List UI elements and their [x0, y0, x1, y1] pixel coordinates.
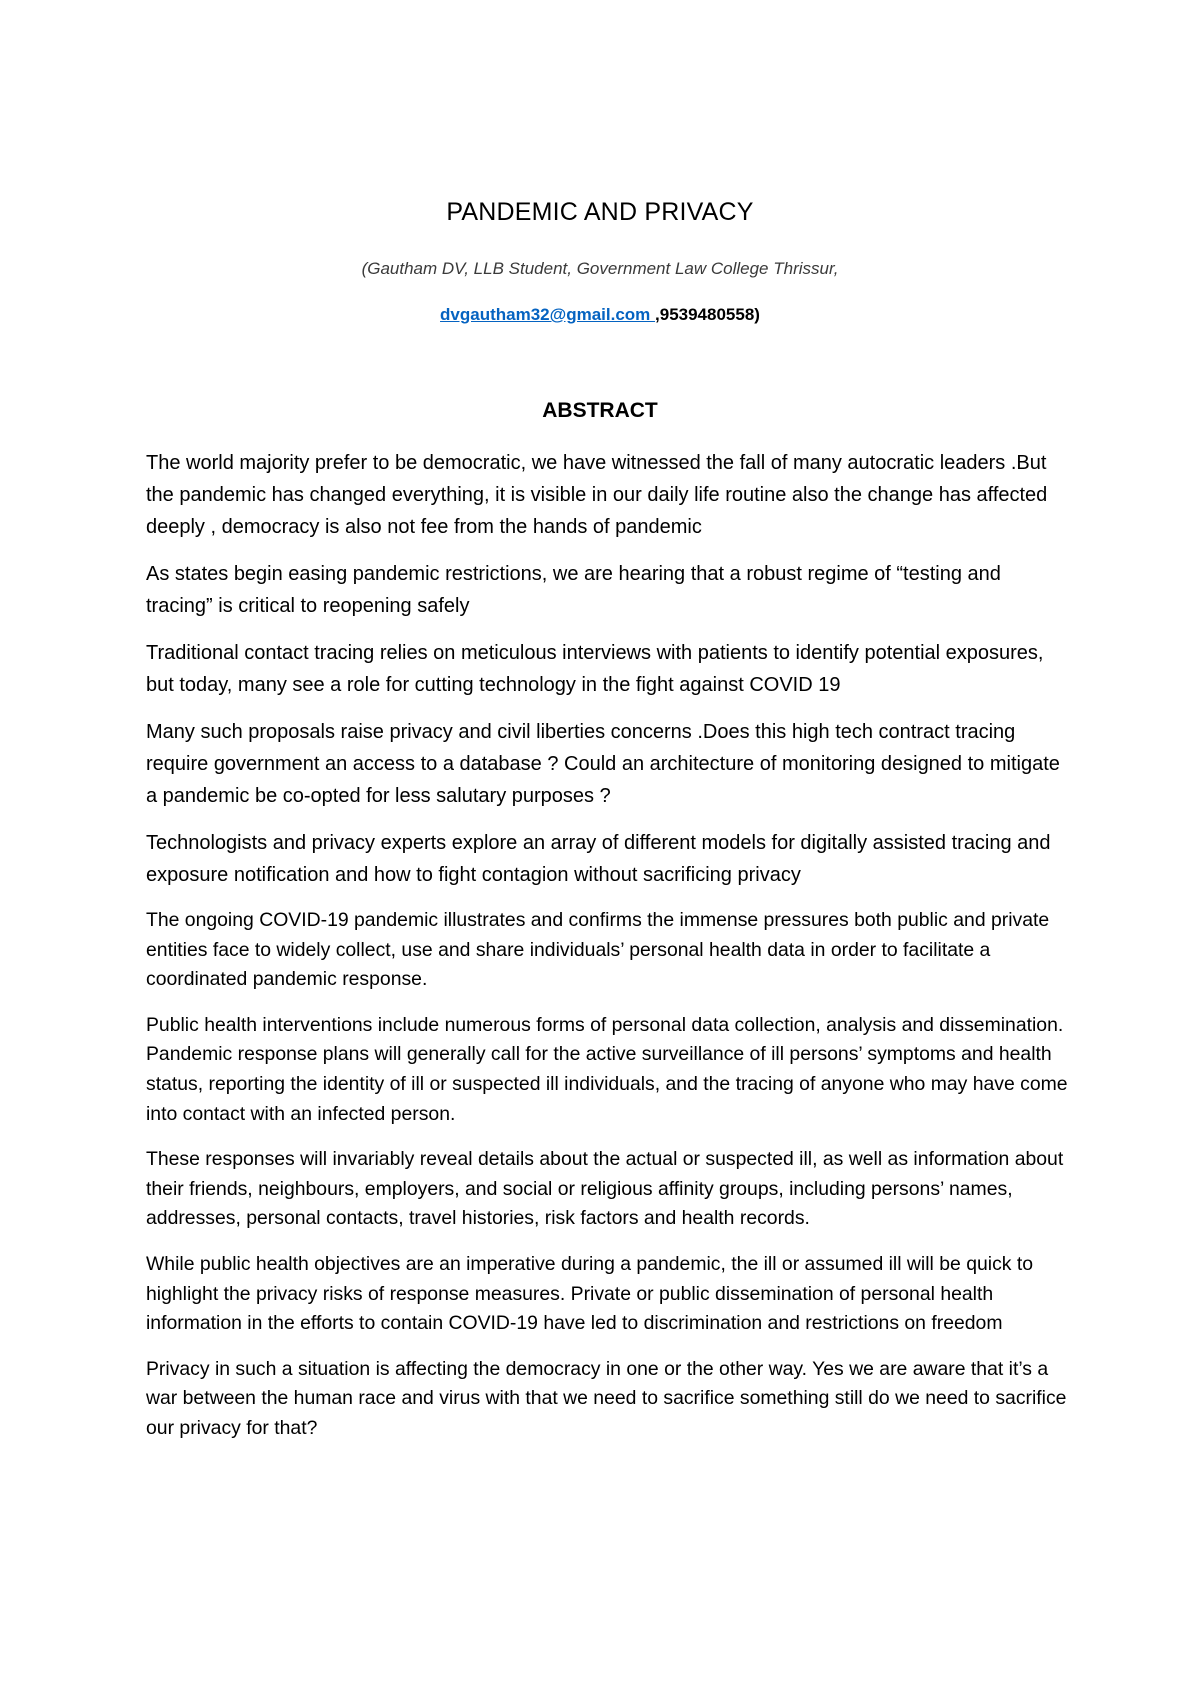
abstract-paragraph: As states begin easing pandemic restrictions, we are hearing that a robust regime of “testing and tracing” is critical to reopening safely	[146, 563, 1001, 617]
document-title: PANDEMIC AND PRIVACY	[446, 198, 754, 226]
phone-number: ,9539480558)	[655, 305, 760, 324]
abstract-paragraph: Traditional contact tracing relies on meticulous interviews with patients to identify potential exposures, but today, many see a role for cutting technology in the fight against COVID 19	[146, 642, 1044, 696]
abstract-paragraph: These responses will invariably reveal details about the actual or suspected ill, as well as information about their friends, neighbours, employers, and social or religious affinity groups, including persons’ names, addresses, personal contacts, travel histories, risk factors and health records.	[146, 1148, 1064, 1230]
abstract-paragraph: While public health objectives are an imperative during a pandemic, the ill or assumed ill will be quick to highlight the privacy risks of response measures. Private or public dissemination of personal health information in the efforts to contain COVID-19 have led to discrimination and restrictions on freedom	[146, 1252, 1034, 1335]
abstract-paragraph: The world majority prefer to be democratic, we have witnessed the fall of many autocratic leaders .But the pandemic has changed everything, it is visible in our daily life routine also the change has affected deeply , democracy is also not fee from the hands of pandemic	[146, 452, 1048, 538]
author-line: (Gautham DV, LLB Student, Government Law College Thrissur,	[361, 259, 839, 278]
abstract-paragraph: Privacy in such a situation is affecting the democracy in one or the other way. Yes we are aware that it’s a war between the human race and virus with that we need to sacrifice something still do we need to sacrifice our privacy for that?	[146, 1357, 1067, 1439]
abstract-paragraph: The ongoing COVID-19 pandemic illustrates and confirms the immense pressures both public and private entities face to widely collect, use and share individuals’ personal health data in order to facilitate a coordinated pandemic response.	[146, 909, 1050, 991]
contact-line	[0, 304, 1200, 326]
abstract-paragraph: Public health interventions include numerous forms of personal data collection, analysis and dissemination. Pandemic response plans will generally call for the active surveillance of ill persons’ symptoms and health status, reporting the identity of ill or suspected ill individuals, and the tracing of anyone who may have come into contact with an infected person.	[146, 1013, 1068, 1125]
abstract-heading: ABSTRACT	[542, 399, 658, 422]
abstract-paragraph: Technologists and privacy experts explore an array of different models for digitally assisted tracing and exposure notification and how to fight contagion without sacrificing privacy	[146, 832, 1051, 886]
abstract-body	[146, 447, 1071, 1460]
abstract-paragraph: Many such proposals raise privacy and civil liberties concerns .Does this high tech contract tracing require government an access to a database ? Could an architecture of monitoring designed to mitigate a pandemic be co-opted for less salutary purposes ?	[146, 721, 1060, 807]
email-link[interactable]: dvgautham32@gmail.com	[440, 305, 656, 324]
